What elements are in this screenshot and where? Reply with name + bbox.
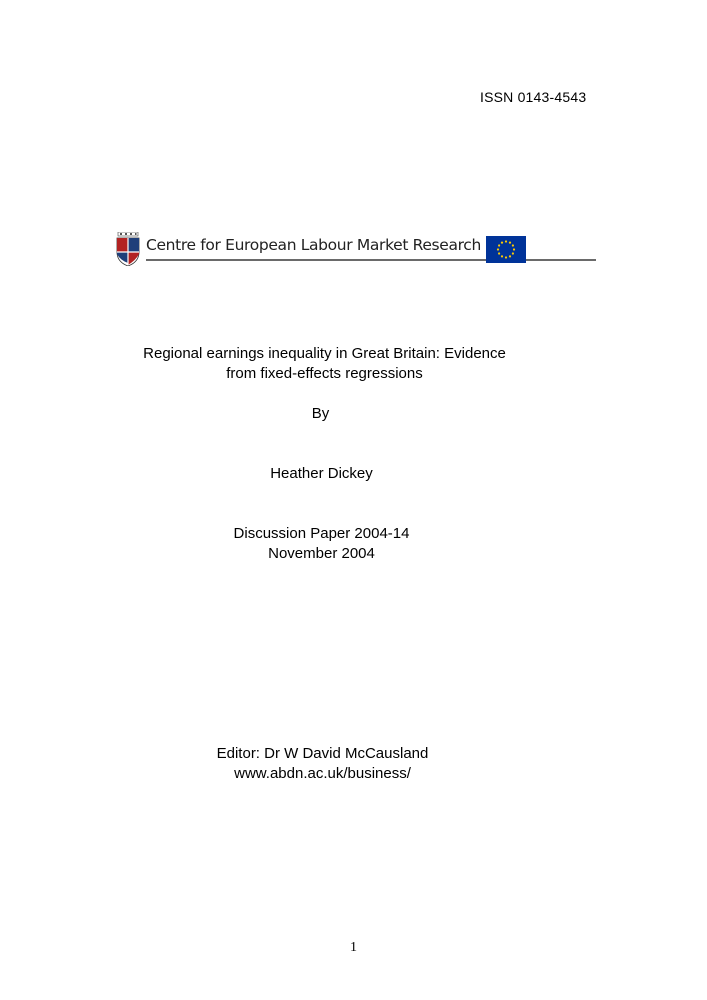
paper-title: [0, 344, 678, 384]
by-label: By: [311, 405, 330, 422]
paper-date: November 2004: [268, 545, 375, 562]
editor-info: [0, 744, 676, 784]
editor-name: Editor: Dr W David McCausland: [216, 745, 429, 762]
title-line-2: from fixed-effects regressions: [226, 365, 423, 382]
editor-url[interactable]: www.abdn.ac.uk/business/: [234, 765, 411, 782]
logo-wordmark: Centre for European Labour Market Research: [146, 236, 481, 254]
celmr-logo: [116, 232, 528, 266]
eu-flag-icon: [486, 236, 526, 263]
paper-info: [0, 524, 675, 564]
logo-underline: [146, 259, 596, 261]
title-line-1: Regional earnings inequality in Great Britain: Evidence: [143, 345, 506, 362]
paper-series: Discussion Paper 2004-14: [233, 525, 410, 542]
page-number: 1: [350, 940, 357, 955]
issn-number: ISSN 0143-4543: [480, 89, 587, 105]
author-name: Heather Dickey: [270, 465, 373, 482]
university-crest-icon: [116, 232, 140, 266]
